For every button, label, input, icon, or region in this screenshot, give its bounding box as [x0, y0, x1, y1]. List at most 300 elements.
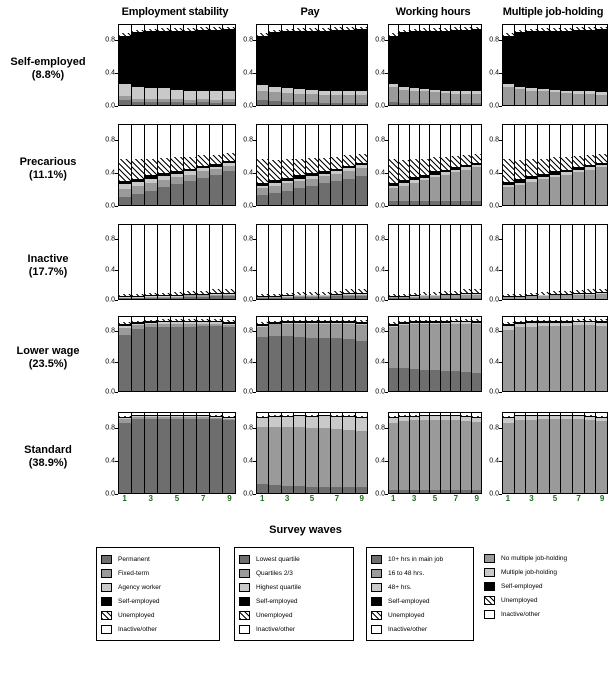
legend-item	[239, 580, 349, 594]
segment	[430, 31, 439, 90]
segment	[430, 298, 439, 299]
segment	[158, 225, 170, 293]
segment	[269, 32, 280, 87]
segment	[306, 324, 317, 337]
segment	[420, 324, 429, 369]
row-label-percent: (11.1%)	[29, 169, 67, 181]
legend-swatch-hatch	[371, 611, 382, 620]
plot-area	[388, 316, 482, 392]
bar-wave-2	[269, 25, 281, 105]
column-header-0: Employment stability	[121, 6, 229, 18]
segment	[331, 103, 342, 105]
segment	[515, 420, 526, 493]
segment	[197, 125, 209, 155]
bar-wave-5	[430, 225, 440, 299]
segment	[596, 167, 607, 205]
bar-wave-8	[210, 125, 223, 205]
y-axis	[96, 24, 118, 110]
segment	[184, 225, 196, 291]
segment	[294, 31, 305, 89]
segment	[430, 420, 439, 490]
segment	[420, 490, 429, 493]
column-header-2: Working hours	[395, 6, 471, 18]
y-tick-label: 0.8	[243, 424, 253, 432]
bar-wave-2	[269, 125, 281, 205]
bar-wave-7	[197, 317, 210, 391]
segment	[343, 103, 354, 105]
y-tick-label: 0.0	[489, 202, 499, 210]
segment	[331, 225, 342, 291]
bar-wave-6	[319, 225, 331, 299]
segment	[282, 183, 293, 190]
y-tick-mark	[253, 392, 256, 393]
bar-wave-3	[526, 413, 538, 493]
segment	[399, 201, 408, 205]
bar-wave-8	[585, 125, 597, 205]
segment	[343, 155, 354, 165]
bar-wave-4	[538, 413, 550, 493]
segment	[420, 201, 429, 205]
column-header-row	[0, 6, 611, 24]
segment	[430, 324, 439, 370]
segment	[158, 327, 170, 391]
bar-wave-2	[269, 317, 281, 391]
legend-swatch-white	[101, 625, 112, 634]
segment	[319, 95, 330, 102]
bar-wave-3	[145, 25, 158, 105]
segment	[306, 158, 317, 173]
bar-wave-2	[399, 413, 409, 493]
segment	[441, 420, 450, 490]
segment	[119, 225, 131, 294]
bar-wave-8	[585, 413, 597, 493]
segment	[538, 326, 549, 391]
y-tick-label: 0.0	[243, 296, 253, 304]
segment	[420, 298, 429, 299]
y-tick-label: 0.0	[105, 388, 115, 396]
segment	[171, 184, 183, 205]
segment	[158, 298, 170, 299]
segment	[538, 296, 549, 299]
panel-3-3	[480, 316, 608, 406]
plot-area	[388, 224, 482, 300]
segment	[269, 417, 280, 427]
segment	[596, 225, 607, 289]
segment	[573, 172, 584, 205]
segment	[515, 160, 526, 179]
segment	[343, 125, 354, 155]
y-tick-label: 0.8	[243, 235, 253, 243]
column-header-3: Multiple job-holding	[502, 6, 604, 18]
y-tick-label: 0.8	[105, 36, 115, 44]
y-tick-label: 0.8	[105, 327, 115, 335]
bar-wave-8	[461, 125, 471, 205]
segment	[269, 125, 280, 160]
segment	[257, 100, 268, 105]
segment	[282, 225, 293, 293]
pay-legend	[234, 547, 354, 641]
segment	[269, 92, 280, 101]
x-tick-label: 3	[529, 494, 534, 503]
segment	[461, 201, 470, 205]
bar-wave-7	[573, 225, 585, 299]
bar-wave-5	[171, 317, 184, 391]
segment	[561, 295, 572, 299]
segment	[343, 324, 354, 339]
y-tick-mark	[385, 206, 388, 207]
segment	[282, 93, 293, 102]
segment	[451, 94, 460, 104]
segment	[526, 296, 537, 299]
panel-2-3	[480, 224, 608, 314]
y-axis	[480, 124, 502, 210]
y-tick-mark	[115, 106, 118, 107]
legend-swatch-dark	[371, 555, 382, 564]
segment	[306, 31, 317, 90]
segment	[399, 103, 408, 105]
x-tick-label: 5	[432, 494, 438, 503]
segment	[430, 92, 439, 102]
legend-item	[484, 551, 601, 565]
stacked-bars	[389, 125, 481, 205]
bar-wave-4	[158, 25, 171, 105]
stacked-bars	[257, 225, 367, 299]
panel-2-1	[234, 224, 368, 314]
segment	[282, 102, 293, 105]
segment	[389, 36, 398, 84]
legend-item	[239, 594, 349, 608]
segment	[538, 225, 549, 292]
segment	[158, 419, 170, 493]
bar-wave-9	[596, 125, 607, 205]
y-axis	[96, 316, 118, 396]
bar-wave-8	[210, 413, 223, 493]
legend-item	[371, 552, 469, 566]
segment	[132, 32, 144, 87]
segment	[585, 295, 596, 299]
segment	[269, 336, 280, 392]
segment	[420, 159, 429, 175]
bar-wave-1	[503, 225, 515, 299]
bar-wave-5	[550, 125, 562, 205]
segment	[461, 372, 470, 391]
bar-wave-8	[461, 225, 471, 299]
segment	[389, 298, 398, 299]
legend-item	[101, 608, 215, 622]
segment	[294, 486, 305, 493]
segment	[210, 419, 222, 493]
y-tick-label: 0.4	[375, 266, 385, 274]
stacked-bars	[119, 125, 235, 205]
stacked-bars	[119, 225, 235, 299]
segment	[420, 103, 429, 105]
bar-wave-2	[132, 225, 145, 299]
legend-item	[484, 565, 601, 579]
legend-label: Unemployed	[256, 611, 293, 619]
segment	[331, 95, 342, 102]
segment	[184, 181, 196, 205]
segment	[596, 95, 607, 105]
bar-wave-6	[561, 125, 573, 205]
x-tick-label: 5	[552, 494, 558, 503]
y-tick-label: 0.0	[105, 490, 115, 498]
segment	[145, 191, 157, 205]
y-axis	[480, 224, 502, 304]
legend-item	[101, 594, 215, 608]
segment	[451, 172, 460, 201]
segment	[441, 324, 450, 371]
legend-label: Unemployed	[501, 596, 538, 604]
legend-label: Inactive/other	[118, 625, 158, 633]
segment	[410, 490, 419, 493]
segment	[461, 324, 470, 372]
segment	[410, 420, 419, 490]
segment	[585, 155, 596, 165]
segment	[158, 88, 170, 98]
legend-label: Highest quartile	[256, 583, 302, 591]
segment	[132, 87, 144, 98]
segment	[132, 329, 144, 391]
segment	[184, 327, 196, 391]
segment	[145, 419, 157, 493]
segment	[184, 31, 196, 91]
segment	[550, 31, 561, 90]
segment	[573, 94, 584, 105]
bar-wave-3	[145, 413, 158, 493]
bar-wave-1	[119, 413, 132, 493]
segment	[503, 330, 514, 391]
segment	[596, 294, 607, 299]
stacked-bars	[389, 317, 481, 391]
segment	[430, 177, 439, 201]
panel-0-1	[234, 24, 368, 120]
legend-item	[371, 594, 469, 608]
bar-wave-1	[257, 225, 269, 299]
segment	[441, 225, 450, 291]
segment	[319, 416, 330, 428]
y-tick-mark	[499, 300, 502, 301]
segment	[158, 158, 170, 173]
legend-label: Fixed-term	[118, 569, 150, 577]
segment	[441, 103, 450, 105]
segment	[515, 89, 526, 105]
legend-label: Unemployed	[388, 611, 425, 619]
segment	[158, 102, 170, 105]
segment	[550, 92, 561, 105]
row-label-name: Self-employed	[10, 56, 86, 68]
stacked-bars	[503, 413, 607, 493]
segment	[319, 158, 330, 172]
segment	[257, 195, 268, 205]
plot-area	[118, 124, 236, 206]
bar-wave-7	[573, 317, 585, 391]
bar-wave-8	[343, 225, 355, 299]
y-tick-label: 0.0	[243, 490, 253, 498]
bar-wave-6	[319, 125, 331, 205]
bar-wave-6	[319, 317, 331, 391]
segment	[420, 31, 429, 89]
bar-wave-5	[306, 125, 318, 205]
panel-3-2	[366, 316, 482, 406]
segment	[343, 487, 354, 493]
legend-swatch-white	[371, 625, 382, 634]
segment	[389, 87, 398, 101]
y-tick-label: 0.0	[105, 102, 115, 110]
segment	[306, 297, 317, 299]
x-axis	[118, 494, 236, 508]
bar-wave-7	[573, 125, 585, 205]
stacked-bars	[257, 413, 367, 493]
bar-wave-5	[430, 317, 440, 391]
bar-wave-5	[550, 225, 562, 299]
bar-wave-1	[119, 125, 132, 205]
panel-3-1	[234, 316, 368, 406]
segment	[319, 324, 330, 337]
segment	[145, 125, 157, 159]
segment	[257, 25, 268, 33]
segment	[399, 325, 408, 368]
legend-swatch-light	[484, 568, 495, 577]
bar-wave-2	[132, 317, 145, 391]
segment	[282, 159, 293, 177]
segment	[119, 298, 131, 299]
segment	[538, 125, 549, 159]
segment	[294, 297, 305, 299]
y-tick-label: 0.4	[105, 169, 115, 177]
panel-0-0	[96, 24, 236, 120]
y-tick-mark	[499, 106, 502, 107]
bar-wave-7	[197, 225, 210, 299]
bar-wave-1	[119, 25, 132, 105]
segment	[410, 183, 419, 201]
segment	[399, 298, 408, 299]
bar-wave-6	[561, 413, 573, 493]
y-tick-label: 0.4	[243, 266, 253, 274]
row-label-3	[2, 345, 94, 371]
bar-wave-5	[171, 25, 184, 105]
y-tick-mark	[115, 206, 118, 207]
bar-wave-7	[197, 413, 210, 493]
bar-wave-6	[441, 317, 451, 391]
segment	[306, 186, 317, 205]
bar-wave-3	[526, 317, 538, 391]
segment	[119, 125, 131, 159]
y-tick-label: 0.4	[243, 457, 253, 465]
bar-wave-2	[269, 225, 281, 299]
bar-wave-7	[331, 413, 343, 493]
segment	[585, 30, 596, 92]
y-tick-label: 0.0	[375, 490, 385, 498]
legend-label: Inactive/other	[501, 610, 541, 618]
segment	[596, 326, 607, 391]
bar-wave-7	[451, 317, 461, 391]
y-axis	[234, 412, 256, 498]
bar-wave-6	[319, 413, 331, 493]
segment	[158, 187, 170, 205]
segment	[171, 125, 183, 157]
segment	[410, 159, 419, 177]
segment	[515, 125, 526, 160]
segment	[210, 175, 222, 205]
bar-wave-7	[331, 125, 343, 205]
segment	[184, 103, 196, 105]
y-tick-mark	[499, 206, 502, 207]
bar-wave-9	[596, 25, 607, 105]
segment	[430, 225, 439, 292]
segment	[441, 175, 450, 201]
bar-wave-1	[389, 317, 399, 391]
y-tick-label: 0.4	[489, 358, 499, 366]
multiple-job-holding-legend	[480, 547, 605, 625]
plot-area	[118, 316, 236, 392]
plot-area	[388, 124, 482, 206]
segment	[430, 370, 439, 391]
bar-wave-7	[451, 125, 461, 205]
bar-wave-1	[119, 225, 132, 299]
plot-area	[502, 24, 608, 106]
panel-1-0	[96, 124, 236, 220]
segment	[343, 339, 354, 391]
segment	[550, 177, 561, 205]
x-tick-label: 3	[284, 494, 290, 503]
bar-wave-4	[158, 413, 171, 493]
segment	[410, 91, 419, 103]
x-tick-label: 5	[309, 494, 315, 503]
segment	[171, 90, 183, 100]
bar-wave-8	[343, 125, 355, 205]
segment	[441, 371, 450, 391]
bar-wave-4	[294, 317, 306, 391]
bar-wave-7	[331, 25, 343, 105]
bar-wave-6	[184, 225, 197, 299]
segment	[119, 100, 131, 105]
y-tick-label: 0.0	[489, 490, 499, 498]
segment	[441, 298, 450, 299]
plot-area	[388, 412, 482, 494]
segment	[145, 88, 157, 98]
segment	[158, 31, 170, 89]
y-tick-label: 0.4	[375, 169, 385, 177]
x-tick-label: 7	[453, 494, 459, 503]
y-tick-label: 0.8	[375, 235, 385, 243]
segment	[257, 188, 268, 195]
segment	[197, 419, 209, 493]
segment	[145, 102, 157, 105]
segment	[257, 91, 268, 101]
segment	[306, 94, 317, 102]
y-tick-label: 0.8	[489, 235, 499, 243]
segment	[526, 327, 537, 391]
stacked-bars	[119, 25, 235, 105]
legend-label: Self-employed	[501, 582, 543, 590]
segment	[451, 125, 460, 156]
segment	[503, 225, 514, 294]
segment	[294, 324, 305, 337]
bar-wave-2	[515, 317, 527, 391]
segment	[503, 159, 514, 181]
bar-wave-1	[503, 25, 515, 105]
segment	[561, 225, 572, 291]
x-tick-label: 9	[227, 494, 232, 503]
segment	[503, 87, 514, 105]
bar-wave-1	[257, 25, 269, 105]
y-axis	[96, 124, 118, 210]
segment	[420, 225, 429, 292]
legend-item	[371, 566, 469, 580]
segment	[389, 490, 398, 493]
legend-label: Self-employed	[388, 597, 430, 605]
segment	[389, 225, 398, 294]
